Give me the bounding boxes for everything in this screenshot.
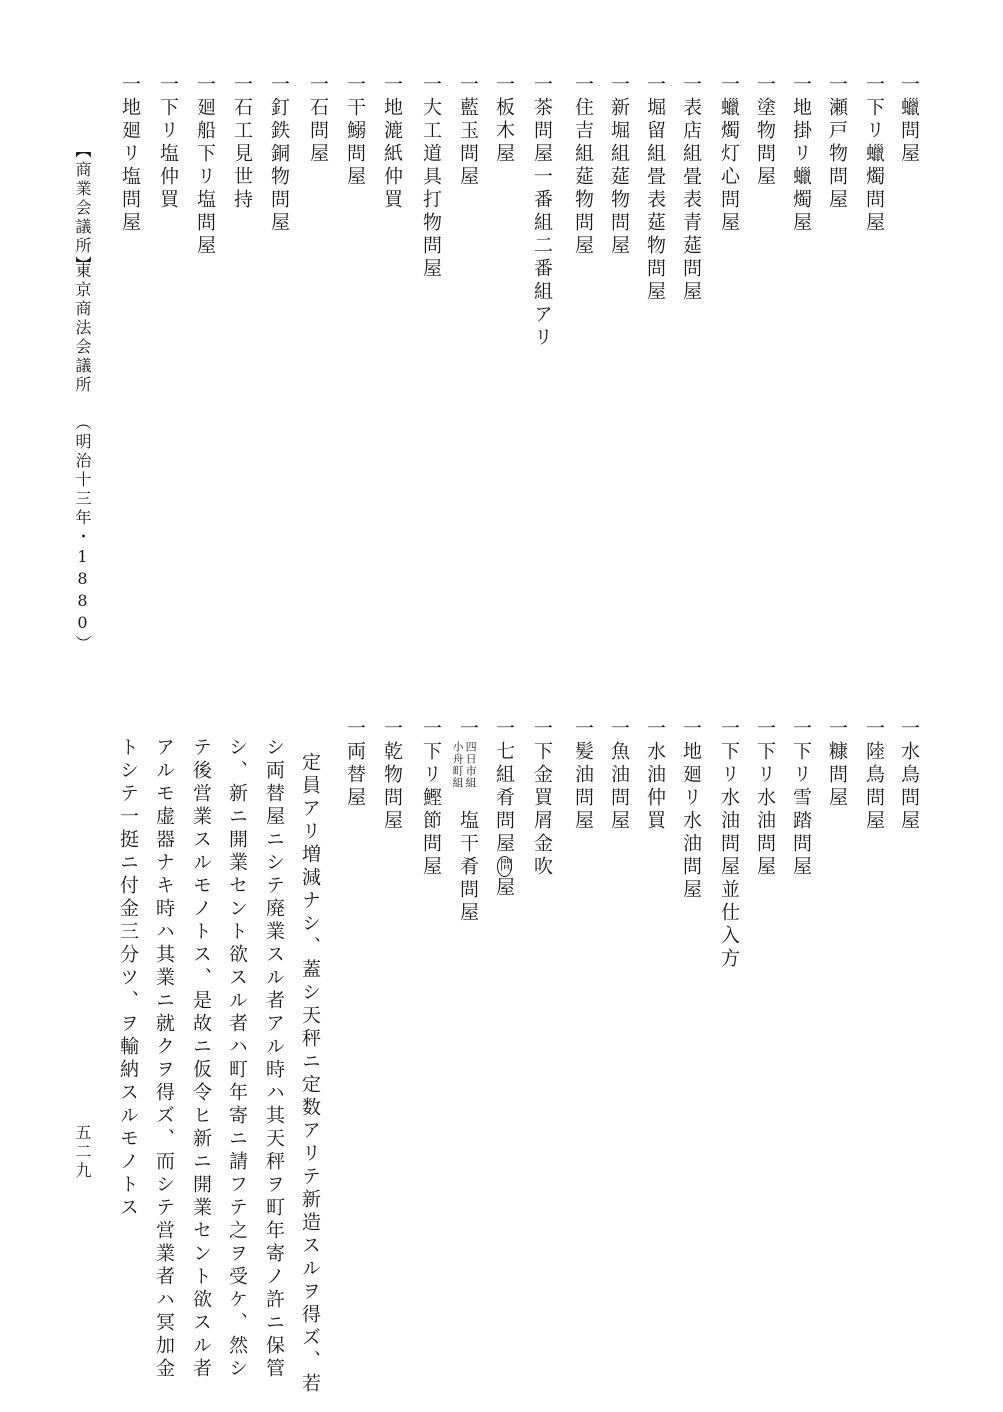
list-item: 一両替屋 [344, 718, 366, 810]
year-note: （明治十三年・1880） [73, 414, 92, 654]
list-item-prefix: 一 [457, 718, 479, 741]
list-item: 塩干肴問屋 [457, 810, 479, 925]
list-item: 一水油仲買 [644, 718, 666, 833]
list-item: 一下リ雪踏問屋 [790, 718, 812, 879]
list-item: 一表店組畳表青莚問屋 [680, 74, 702, 304]
list-item [494, 718, 513, 900]
list-item: 一下リ水油問屋並仕入方 [718, 718, 740, 971]
list-item: 一地廻リ水油問屋 [680, 718, 702, 902]
list-item: 一塗物問屋 [754, 74, 776, 189]
paragraph-line: トシテ一挺ニ付金三分ツ、ヲ輸納スルモノトス [117, 737, 139, 1220]
split-note: 小舟町組 [451, 741, 465, 789]
list-item: 一板木屋 [493, 74, 515, 166]
list-item: 一下リ鰹節問屋 [420, 718, 442, 879]
list-item: 一乾物問屋 [381, 718, 403, 833]
list-item: 一廻船下リ塩問屋 [194, 74, 216, 258]
split-note: 四日市組 [464, 741, 478, 789]
list-item: 一水鳥問屋 [898, 718, 920, 833]
list-item: 一地漉紙仲買 [381, 74, 403, 212]
list-item: 一陸鳥問屋 [863, 718, 885, 833]
list-item: 一地廻リ塩問屋 [119, 74, 141, 235]
list-item: 一蠟問屋 [898, 74, 920, 166]
list-item: 一堀留組畳表莚物問屋 [644, 74, 666, 304]
list-item: 一髪油問屋 [572, 718, 594, 833]
list-item: 一石問屋 [307, 74, 329, 166]
list-item: 一瀬戸物問屋 [826, 74, 848, 212]
paragraph-line: アルモ虚器ナキ時ハ其業ニ就クヲ得ズ、而シテ営業者ハ冥加金 [153, 737, 175, 1381]
paragraph-line: 定員アリ増減ナシ、蓋シ天秤ニ定数アリテ新造スルヲ得ズ、若 [299, 752, 321, 1396]
list-item: 一下リ蠟燭問屋 [863, 74, 885, 235]
list-item: 一新堀組莚物問屋 [608, 74, 630, 258]
paragraph-line: シ両替屋ニシテ廃業スル者アル時ハ其天秤ヲ町年寄ノ許ニ保管 [263, 737, 285, 1381]
list-item-text: 一七組肴問屋 [493, 718, 515, 856]
list-item-tail: 屋 [493, 877, 515, 900]
page-number: 五二九 [73, 1124, 92, 1181]
paragraph-line: テ後営業スルモノトス、是故ニ仮令ヒ新ニ開業セント欲スル者 [190, 737, 212, 1381]
list-item: 一下リ水油問屋 [754, 718, 776, 879]
list-item: 一魚油問屋 [608, 718, 630, 833]
list-item: 一大工道具打物問屋 [420, 74, 442, 281]
list-item: 一藍玉問屋 [457, 74, 479, 189]
list-item: 一糠問屋 [826, 718, 848, 810]
list-item: 一下リ塩仲買 [157, 74, 179, 212]
list-item: 一干鰯問屋 [344, 74, 366, 189]
page-title: 東京商法会議所 [73, 262, 92, 395]
list-item: 一釘鉄銅物問屋 [268, 74, 290, 235]
section-label: 【商業会議所】 [73, 142, 92, 275]
boxed-char: 問 [497, 858, 512, 875]
list-item: 一蠟燭灯心問屋 [718, 74, 740, 235]
list-item: 一地掛リ蠟燭屋 [790, 74, 812, 235]
list-item: 一住吉組莚物問屋 [572, 74, 594, 258]
list-item: 一下金買屑金吹 [531, 718, 553, 879]
list-item: 一石工見世持 [231, 74, 253, 212]
list-item: 一茶問屋一番組二番組アリ [531, 74, 553, 350]
paragraph-line: シ、新ニ開業セント欲スル者ハ町年寄ニ請フテ之ヲ受ケ、然シ [226, 737, 248, 1381]
